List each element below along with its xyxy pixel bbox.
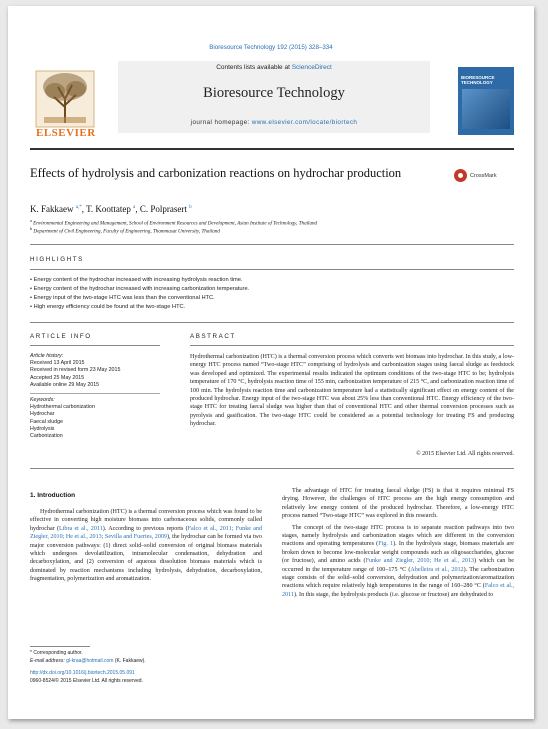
history-item: Accepted 25 May 2015 <box>30 374 85 381</box>
divider <box>190 345 514 346</box>
cover-image <box>462 89 510 129</box>
doi-line <box>30 670 135 676</box>
crossmark-icon <box>454 169 467 182</box>
elsevier-tree-logo <box>30 67 100 133</box>
highlight-item: • Energy content of the hydrochar increased with increasing hydrolysis reaction time. <box>30 276 249 285</box>
body-column-right <box>282 487 514 602</box>
email-label: E-mail address: <box>30 658 67 664</box>
history-label: Article history: <box>30 353 64 359</box>
affiliation-mark: a <box>30 218 32 223</box>
abstract-text: Hydrothermal carbonization (HTC) is a thermal conversion process which converts wet biomass into hydrochar. In this study, a low-energy HTC process named “Two-stage HTC” comprising of hydrolysis and carbonization stages using faecal sludge as feedstock was developed and optimized. The experimental results indicated the optimum conditions of the two-stage HTC to be; hydrolysis temperature of 170 °C, hydrolysis reaction time of 155 min, carbonization temperature of 215 °C, and carbonization reaction time of 100 min. The hydrolysis reaction time and carbonization temperature had a statistically significant effect on energy content of the produced hydrochar. Energy input of the two-stage HTC was about 25% less than conventional HTC. Energy efficiency of the two-stage HTC for treating faecal sludge was higher than that of conventional HTC and other thermal conversion processes such as pyrolysis and gasification. The two-stage HTC could be considered as a potential technology for treating FS and producing hydrochar. <box>190 354 514 428</box>
corresponding-author-note: * Corresponding author. <box>30 650 83 656</box>
divider <box>30 468 514 469</box>
author-affiliation-mark[interactable]: b <box>189 205 192 210</box>
keywords-label: Keywords: <box>30 397 55 404</box>
author-name[interactable]: C. Polprasert <box>139 204 187 214</box>
crossmark-label: CrossMark <box>470 172 497 179</box>
header-divider <box>30 148 514 150</box>
affiliation-text: Department of Civil Engineering, Faculty of Engineering, Thammasat University, Thailand <box>33 228 220 235</box>
introduction-heading: 1. Introduction <box>30 492 76 499</box>
citation-link[interactable]: Funke and Ziegler, 2010; He et al., 2013 <box>365 558 475 565</box>
author-name[interactable]: K. Fakkaew <box>30 204 74 214</box>
publisher-wordmark: ELSEVIER <box>36 127 96 139</box>
divider <box>30 393 160 394</box>
divider <box>30 322 514 323</box>
keyword: Hydrothermal carbonization <box>30 404 95 411</box>
affiliation-mark: b <box>30 226 33 231</box>
article-info-heading: ARTICLE INFO <box>30 333 92 340</box>
author-name[interactable]: T. Koottatep <box>86 204 131 214</box>
email-note <box>30 658 146 664</box>
figure-link[interactable]: Fig. 1 <box>378 541 394 548</box>
paragraph: The advantage of HTC for treating faecal sludge (FS) is that it requires minimal FS drying. However, the challenges of HTC process are the high energy consumption and relatively low energy content of the produced hydrochar. Therefore, a low-energy HTC process named “Two-stage HTC” was explored in this research. <box>282 488 514 520</box>
contents-line <box>118 64 430 71</box>
history-item: Received 13 April 2015 <box>30 360 85 367</box>
history-item: Received in revised form 23 May 2015 <box>30 367 121 374</box>
author-affiliation-mark[interactable]: a,* <box>75 205 82 210</box>
affiliation-text: Environmental Engineering and Management, School of Environment Resources and Development, Asian Institute of Technology, Thailand <box>33 220 318 227</box>
email-link[interactable]: gl-kraa@hotmail.com <box>66 658 114 664</box>
abstract-copyright: © 2015 Elsevier Ltd. All rights reserved. <box>416 451 514 457</box>
paragraph-text: ). According to previous reports ( <box>102 525 188 532</box>
author-list: K. Fakkaew $^{a,*}$, T. Koottatep $^a$, C. Polprasert $^b$ <box>30 204 192 214</box>
paragraph-text: The concept of the two-stage HTC process is to separate reaction pathways into two stages, namely hydrolysis and carbonization stages which are different in the conversion reactions and operating temperatures ( <box>282 524 514 548</box>
body-column-left <box>30 508 262 587</box>
paragraph <box>282 524 514 600</box>
journal-header <box>30 61 514 141</box>
paragraph-text: ). The carbonization stage consists of the solid–solid conversion, dehydration and polymerization/aromatization reactions which require relatively high temperatures in the range of 160–280 °C ( <box>282 566 515 590</box>
email-suffix: (K. Fakkaew). <box>113 658 146 664</box>
doi-link[interactable]: http://dx.doi.org/10.1016/j.biortech.2015.05.091 <box>30 670 135 676</box>
highlights-list <box>30 276 249 312</box>
crossmark-badge[interactable] <box>454 169 497 182</box>
sciencedirect-link[interactable]: ScienceDirect <box>291 64 332 71</box>
paragraph-text: ). In this stage, the hydrolysis products (i.e. glucose or fructose) are dehydrated to <box>293 591 494 598</box>
keyword: Hydrolysis <box>30 425 55 432</box>
keyword: Hydrochar <box>30 411 55 418</box>
article-info <box>30 353 160 440</box>
article-title: Effects of hydrolysis and carbonization reactions on hydrochar production <box>30 166 402 180</box>
highlights-heading: HIGHLIGHTS <box>30 256 84 263</box>
highlight-item: • High energy efficiency could be found at the two-stage HTC. <box>30 303 249 312</box>
contents-prefix: Contents lists available at <box>216 64 292 71</box>
issn-line: 0960-8524/© 2015 Elsevier Ltd. All rights reserved. <box>30 678 143 684</box>
citation-link[interactable]: Falco et al., 2011; Funke and Ziegler, 2010; He et al., 2013; Sevilla and Fuertes, 2009 <box>30 525 262 541</box>
journal-banner <box>118 61 430 133</box>
homepage-link[interactable]: www.elsevier.com/locate/biortech <box>251 119 358 126</box>
paragraph-text: ), the hydrochar can be formed via two major conversion pathways: (1) direct solid–solid conversion of original biomass materials which undergoes devolatilization, intramolecular condensation, dehydration and decarboxylation, and (2) conversion of aqueous dissolution biomass materials which is dominated by reaction mechanisms including hydrolysis, dehydration, decarboxylation, fragmentation, polymerization and aromatization. <box>30 534 262 583</box>
paragraph-text: ). In the hydrolysis stage, biomass materials are broken down to become low-molecular weight compounds such as oligosaccharides, glucose (or fructose), and amino acids ( <box>282 541 514 565</box>
homepage-prefix: journal homepage: <box>190 119 252 126</box>
highlight-item: • Energy content of the hydrochar increased with increasing carbonization temperature. <box>30 285 249 294</box>
paragraph <box>30 508 262 584</box>
author-affiliation-mark[interactable]: a <box>133 205 136 210</box>
abstract-heading: ABSTRACT <box>190 333 236 340</box>
keyword: Faecal sludge <box>30 418 63 425</box>
article-page <box>8 6 534 719</box>
citation-link[interactable]: Falco et al., 2011 <box>282 583 514 598</box>
keyword: Carbonization <box>30 433 63 440</box>
divider <box>30 345 160 346</box>
highlight-item: • Energy input of the two-stage HTC was less than the conventional HTC. <box>30 294 249 303</box>
footnote-divider <box>30 646 90 647</box>
journal-homepage-line <box>118 119 430 126</box>
cover-title: BIORESOURCE TECHNOLOGY <box>461 75 495 85</box>
divider <box>30 269 514 270</box>
affiliation <box>30 226 220 235</box>
journal-title: Bioresource Technology <box>203 85 345 101</box>
paragraph-text: ) which can be occurred in the temperature range of 100–175 °C ( <box>282 558 515 573</box>
citation-link[interactable]: Libra et al., 2011 <box>59 525 103 532</box>
citation-link[interactable]: Abelleira et al., 2012 <box>410 566 464 573</box>
journal-reference[interactable]: Bioresource Technology 192 (2015) 328–334 <box>209 44 333 51</box>
journal-cover-thumbnail <box>458 67 514 135</box>
divider <box>30 244 514 245</box>
paragraph-text: Hydrothermal carbonization (HTC) is a thermal conversion process which was found to be effective in converting high moisture biomass into carbonaceous solids, commonly called hydrochar ( <box>30 509 262 532</box>
history-item: Available online 29 May 2015 <box>30 381 100 388</box>
